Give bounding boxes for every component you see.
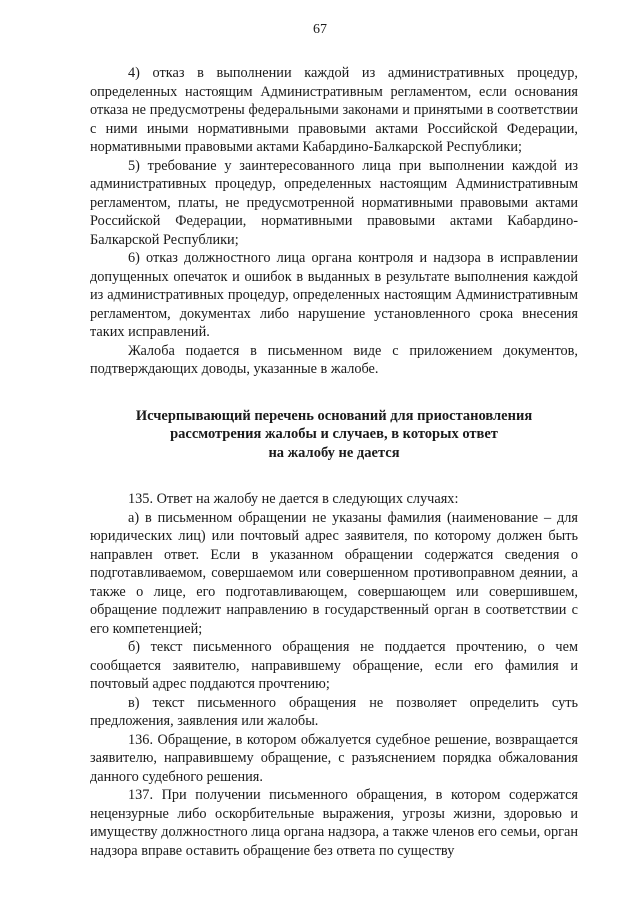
document-body bbox=[90, 64, 578, 860]
section-heading bbox=[90, 407, 578, 463]
paragraph-137: 137. При получении письменного обращения, в котором содержатся нецензурные либо оскорбительные выражения, угрозы жизни, здоровью и имуществу должностного лица органа надзора, а также членов его семьи, орган надзора вправе оставить обращение без ответа по существу bbox=[90, 787, 578, 859]
paragraph-item-4: 4) отказ в выполнении каждой из административных процедур, определенных настоящим Административным регламентом, если основания отказа не предусмотрены федеральными законами и принятыми в соответствии с ними иными нормативными правовыми актами Российской Федерации, нормативными правовыми актами Кабардино-Балкарской Республики; bbox=[90, 65, 578, 155]
paragraph-136: 136. Обращение, в котором обжалуется судебное решение, возвращается заявителю, направившему обращение, с разъяснением порядка обжалования данного судебного решения. bbox=[90, 731, 578, 785]
paragraph-135: 135. Ответ на жалобу не дается в следующих случаях: bbox=[128, 491, 459, 507]
section-heading-line: рассмотрения жалобы и случаев, в которых ответ bbox=[170, 426, 498, 442]
page-number: 67 bbox=[313, 22, 327, 37]
paragraph-135-v: в) текст письменного обращения не позволяет определить суть предложения, заявления или жалобы. bbox=[90, 694, 578, 729]
paragraph-item-5: 5) требование у заинтересованного лица при выполнении каждой из административных процедур, определенных настоящим Административным регламентом, платы, не предусмотренной нормативными правовыми актами Российской Федерации, нормативными правовыми актами Кабардино-Балкарской Республики; bbox=[90, 157, 578, 248]
section-heading-line: Исчерпывающий перечень оснований для приостановления bbox=[135, 407, 533, 424]
section-heading-line: на жалобу не дается bbox=[268, 444, 400, 461]
paragraph-complaint-filing: Жалоба подается в письменном виде с приложением документов, подтверждающих доводы, указанные в жалобе. bbox=[90, 342, 578, 377]
paragraph-item-6: 6) отказ должностного лица органа контроля и надзора в исправлении допущенных опечаток и ошибок в выданных в результате выполнения каждой из административных процедур, определенных настоящим Административным регламентом, документах либо нарушение установленного срока внесения таких исправлений. bbox=[90, 250, 578, 340]
paragraph-135-b: б) текст письменного обращения не поддается прочтению, о чем сообщается заявителю, направившему обращение, если его фамилия и почтовый адрес поддаются прочтению; bbox=[90, 639, 578, 692]
paragraph-135-a: а) в письменном обращении не указаны фамилия (наименование – для юридических лиц) или почтовый адрес заявителя, по которому должен быть направлен ответ. Если в указанном обращении содержатся сведения о подготавливаемом, совершаемом или совершенном противоправном деянии, а также о лице, его подготавливающем, совершающем или совершившем, обращение подлежит направлению в государственный орган в соответствии с его компетенцией; bbox=[90, 509, 578, 637]
